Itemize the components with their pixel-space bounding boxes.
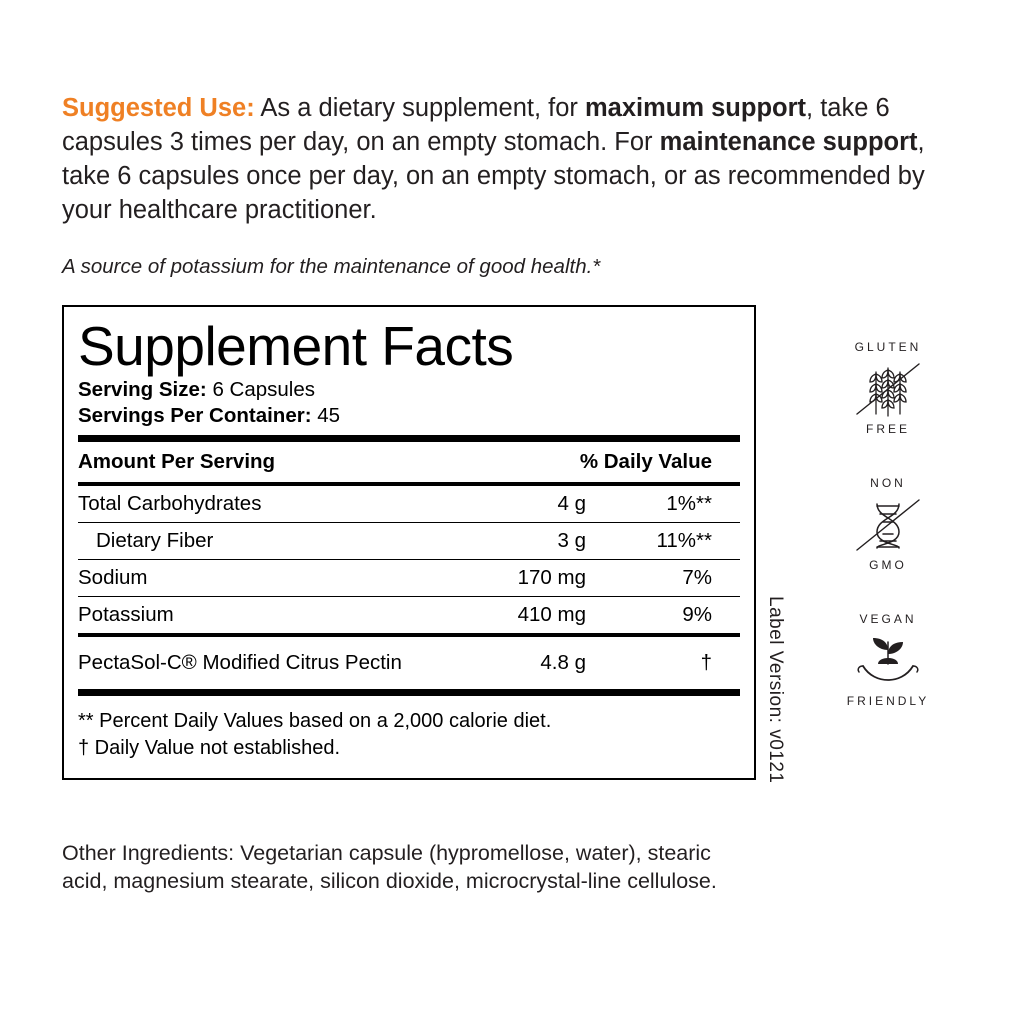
other-ingredients <box>62 840 762 895</box>
suggested-use-label: Suggested Use: <box>62 94 255 122</box>
certification-badges <box>818 340 958 748</box>
badge-gluten-free <box>818 340 958 436</box>
servings-per-container-line <box>78 403 740 429</box>
badge-bottom-text: GMO <box>869 558 907 572</box>
nutrient-name: Dietary Fiber <box>96 528 214 552</box>
badge-top-text: GLUTEN <box>854 340 922 354</box>
footnote-percent-daily-value: ** Percent Daily Values based on a 2,000 calorie diet. <box>78 709 552 732</box>
divider-thick-bottom <box>78 689 740 696</box>
table-row <box>78 560 740 596</box>
serving-size-value: 6 Capsules <box>206 378 316 402</box>
badge-non-gmo <box>818 476 958 572</box>
table-row <box>78 523 740 559</box>
column-header-amount: Amount Per Serving <box>78 449 276 473</box>
other-ingredients-label: Other Ingredients: <box>62 841 235 865</box>
suggested-use-bold-2: maintenance support <box>659 127 918 156</box>
nutrient-amount: 410 mg <box>517 602 586 626</box>
suggested-use-paragraph <box>62 92 974 228</box>
nutrient-name: Sodium <box>78 565 148 589</box>
footnotes <box>78 696 740 768</box>
suggested-use-bold-1: maximum support <box>584 94 807 122</box>
table-header-row <box>78 442 740 482</box>
servings-per-container-label: Servings Per Container: <box>78 403 312 427</box>
nutrient-daily-value: 1%** <box>666 491 712 515</box>
table-row <box>78 486 740 522</box>
badge-top-text: NON <box>870 476 906 490</box>
table-row-highlight <box>78 637 740 689</box>
badge-vegan-friendly <box>818 612 958 708</box>
supplement-facts-panel <box>62 305 756 780</box>
nutrient-daily-value: † <box>700 650 712 674</box>
column-header-daily-value: % Daily Value <box>579 449 712 473</box>
plant-in-hand-icon <box>818 630 958 692</box>
nutrient-name: Potassium <box>78 602 174 626</box>
nutrient-amount: 4 g <box>557 491 586 515</box>
label-version: Label Version: v0121 <box>765 596 786 784</box>
footnote-daily-value-not-established: † Daily Value not established. <box>78 736 341 759</box>
suggested-use-text-1: As a dietary supplement, for <box>254 94 585 122</box>
supplement-facts-title: Supplement Facts <box>78 315 514 377</box>
servings-per-container-value: 45 <box>311 403 341 427</box>
suggested-use-text-3: , take 6 capsules once per day, on an empty stomach, or as recommended by your healthcare practitioner. <box>62 127 925 224</box>
nutrient-amount: 170 mg <box>517 565 586 589</box>
table-row <box>78 597 740 633</box>
nutrient-daily-value: 9% <box>682 602 712 626</box>
nutrient-name: Total Carbohydrates <box>78 491 262 515</box>
other-ingredients-text: Vegetarian capsule (hypromellose, water), stearic acid, magnesium stearate, silicon dioxide, microcrystal-line cellulose. <box>62 841 717 893</box>
suggested-use-text-2: , take 6 capsules 3 times per day, on an empty stomach. For <box>62 94 890 156</box>
nutrient-amount: 4.8 g <box>540 650 586 674</box>
badge-top-text: VEGAN <box>859 612 917 626</box>
nutrient-daily-value: 11%** <box>656 528 712 552</box>
badge-bottom-text: FREE <box>865 422 910 436</box>
serving-size-line <box>78 377 740 403</box>
nutrient-name: PectaSol-C® Modified Citrus Pectin <box>78 650 402 674</box>
divider-thick-top <box>78 435 740 442</box>
source-note: A source of potassium for the maintenance of good health.* <box>62 255 601 278</box>
nutrient-daily-value: 7% <box>682 565 712 589</box>
wheat-icon <box>818 358 958 420</box>
nutrient-amount: 3 g <box>557 528 586 552</box>
badge-bottom-text: FRIENDLY <box>846 694 930 708</box>
serving-size-label: Serving Size: <box>78 378 207 402</box>
dna-icon <box>818 494 958 556</box>
